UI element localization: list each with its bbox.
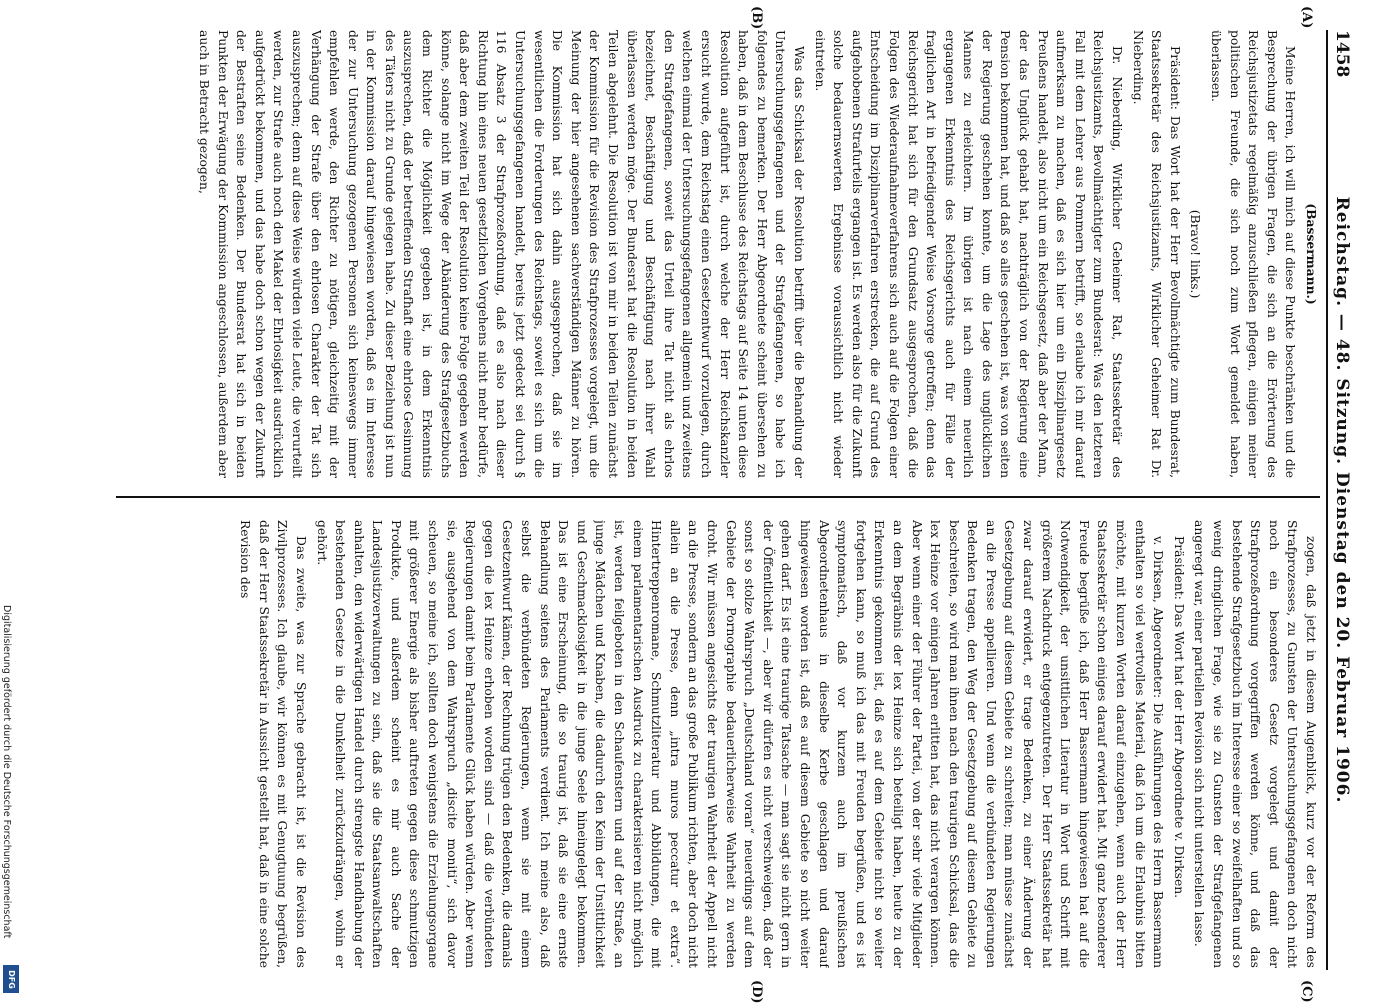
dfg-logo	[3, 965, 19, 993]
paragraph: zogen, daß jetzt in diesem Augenblick, kurz vor der Reform des Strafprozesses, zu Gunsten der Untersuchungsgefangenen doch nicht noch ein besonderes Gesetz vorgelegt und damit der Strafprozeßordnung vorgegriffen werden könne, und daß das bestehende Strafgesetzbuch im Interesse einer so zweifelhaften und so wenig dringlichen Frage, wie sie zu Gunsten der Strafgefangenen angeregt war, einer partiellen Revision sich nicht unterstellen lasse.	[1192, 520, 1318, 968]
left-column	[114, 30, 1320, 478]
margin-mark-b: (B)	[749, 6, 764, 30]
dfg-logo-text: DFG	[6, 969, 16, 989]
page-header	[1326, 30, 1356, 970]
right-column	[114, 520, 1320, 968]
margin-mark-d: (D)	[749, 980, 764, 1004]
column-divider	[116, 496, 1320, 498]
applause-note: (Bravo! links.)	[1188, 209, 1203, 299]
paragraph: Präsident: Das Wort hat der Herr Bevollmächtigte zum Bundesrat, Staatssekretär des Reichsjustizamts, Wirklicher Geheimer Rat Dr. Nieberding.	[1130, 30, 1182, 478]
paragraph: Präsident: Das Wort hat der Herr Abgeordnete v. Dirksen.	[1171, 536, 1186, 899]
speaker-tag: (Bassermann.)	[1304, 203, 1319, 305]
funding-credit	[2, 605, 22, 995]
page-title: Reichstag. — 48. Sitzung. Dienstag den 20. Februar 1906.	[1332, 196, 1352, 804]
funding-credit-text: Digitalisierung gefördert durch die Deutsche Forschungsgemeinschaft	[1, 605, 12, 939]
paragraph: Das zweite, was zur Sprache gebracht ist, ist die Revision des Zivilprozesses. Ich glaube, wir können es mit Genugtuung begrüßen, daß der Herr Staatssekretär in Aussicht gestellt hat, daß in eine solche Revision des	[238, 520, 308, 968]
margin-mark-c: (C)	[1299, 980, 1314, 1003]
page-number: 1458	[1332, 30, 1352, 78]
paragraph: v. Dirksen, Abgeordneter: Die Ausführungen des Herrn Bassermann enthalten so viel wertvolles Material, daß ich um die Erlaubnis bitten möchte, mit kurzen Worten darauf einzugehen, wenn auch der Herr Staatssekretär schon einiges darauf erwidert hat. Mit ganz besonderer Freude begrüße ich, daß Herr Bassermann hingewiesen hat auf die Notwendigkeit, der unsittlichen Literatur in Wort und Schrift mit größerem Nachdruck entgegenzutreten. Der Herr Staatssekretär hat zwar darauf erwidert, er trage Bedenken, zu einer Änderung der Gesetzgebung auf diesem Gebiete zu schreiten; man müsse zunächst an die Presse appellieren. Und wenn die verbündeten Regierungen Bedenken tragen, den Weg der Gesetzgebung auf diesem Gebiete zu beschreiten, so wird man ihnen nach den traurigen Schicksal, das die lex Heinze vor einigen Jahren erlitten hat, das nicht verargen können. Aber wenn einer der Führer der Partei, von der sehr viele Mitglieder an dem Begräbnis der lex Heinze sich beteiligt haben, heute zu der Erkenntnis gekommen ist, daß es auf dem Gebiete nicht so weiter fortgehen kann, so muß ich das mit Freuden begrüßen, und es ist symptomatisch, daß vor kurzem auch im preußischen Abgeordnetenhaus in dieselbe Kerbe geschlagen und darauf hingewiesen worden ist, daß es auf diesem Gebiete so nicht weiter gehen darf. Es ist eine traurige Tatsache — man sagt sie nicht gern in der Öffentlichkeit —, aber wir dürfen es nicht verschweigen, daß der sonst so stolze Wahrspruch „Deutschland voran“ neuerdings auf dem Gebiete der Pornographie bedauerlicherweise Wahrheit zu werden droht. Wir müssen angesichts der traurigen Wahrheit der Appell nicht an die Presse, sondern an das große Publikum richten, aber doch nicht allein an die Presse, denn „intra muros peccatur et extra“. Hintertreppenromane, Schmutzliteratur und Abbildungen, die mit einem parlamentarischen Ausdruck zu charakterisieren nicht möglich ist, werden feilgeboten in den Schaufenstern und auf der Straße, an junge Mädchen und Knaben, die dadurch den Keim der Unsittlichkeit und Geschmacklosigkeit in die junge Seele hineingelegt bekommen. Das ist eine Erscheinung, die so traurig ist, daß sie eine ernste Behandlung seitens des Parlaments verdient. Ich meine also, daß selbst die verbündeten Regierungen, wenn sie mit einem Gesetzentwurf kämen, der Rechnung trügen den Bedenken, die damals gegen die lex Heinze erhoben worden sind — daß die verbündeten Regierungen damit beim Parlamente Glück haben würden. Aber wenn sie, ausgehend von dem Wahrspruch „discite moniti“, sich davor scheuen, so meine ich, sollten doch wenigstens die Erziehungsorgane mit größerer Energie als bisher auftreten gegen diese schmutzigen Produkte, und außerdem scheint es mir auch Sache der Landesjustizverwaltungen zu sein, daß sie die Staatsanwaltschaften anhalten, den widerwärtigen Handel durch strengste Handhabung der bestehenden Gesetze in die Dunkelheit zurückzudrängen, wohin er gehört.	[314, 520, 1166, 968]
document-page	[104, 0, 1364, 1004]
paragraph: Was das Schicksal der Resolution betrifft über die Behandlung der Untersuchungsgefangenen und der Strafgefangenen, so habe ich folgendes zu bemerken. Der Herr Abgeordnete scheint übersehen zu haben, daß in dem Beschlusse des Reichstags auf Seite 14 unten diese Resolution aufgeführt ist, durch welche der Herr Reichskanzler ersucht wurde, dem Reichstag einen Gesetzentwurf vorzulegen, durch welchen einmal der Untersuchungsgefangenen allgemein und zweitens den Strafgefangenen, soweit das Urteil ihre Tat nicht als ehrlos bezeichnet, Beschäftigung und Beschäftigung nach ihrer Wahl überlassen werden möge. Der Bundesrat hat die Resolution in beiden Teilen abgelehnt. Die Resolution ist von mir in beiden Teilen zunächst der Kommission für die Revision des Strafprozesses vorgelegt, um die Meinung der hier angesehenen sachverständigen Männer zu hören. Die Kommission hat sich dahin ausgesprochen, daß sie im wesentlichen die Forderungen des Reichstags, soweit es sich um die Untersuchungsgefangenen handelt, bereits jetzt gedeckt sei durch § 116 Absatz 3 der Strafprozeßordnung, daß es also nach dieser Richtung hin eines neuen gesetzlichen Vorgehens nicht mehr bedürfe, daß aber dem zweiten Teil der Resolution keine Folge gegeben werden könne, solange nicht im Wege der Abänderung des Strafgesetzbuchs dem Richter die Möglichkeit gegeben ist, in dem Erkenntnis auszusprechen, daß der betreffenden Strafhaft eine ehrlose Gesinnung des Täters nicht zu Grunde gelegen habe. Zu dieser Beziehung ist nun in der Kommission darauf hingewiesen worden, daß es im Interesse der zur Untersuchung gezogenen Personen sich keineswegs immer empfehlen werde, den Richter zu nötigen, gleichzeitig mit der Verhängung der Strafe über den ehrlosen Charakter der Tat sich auszusprechen; denn auf diese Weise würden viele Leute, die verurteilt werden, zur Strafe auch noch den Makel der Ehrlosigkeit ausdrücklich aufgedrückt bekommen, und das habe doch schon wegen der Zukunft der Bestraften seine Bedenken. Der Bundesrat hat sich in beiden Punkten der Erwägung der Kommission angeschlossen, außerdem aber auch in Betracht gezogen,	[196, 30, 806, 478]
paragraph: Meine Herren, ich will mich auf diese Punkte beschränken und die Besprechung der übrigen Fragen, die sich an die Erörterung des Reichsjustizetats regelmäßig anzuschließen pflegen, einigen meiner politischen Freunde, die sich noch zum Wort gemeldet haben, überlassen.	[1209, 30, 1298, 478]
paragraph: Dr. Nieberding, Wirklicher Geheimer Rat, Staatssekretär des Reichsjustizamts, Bevollmächtigter zum Bundesrat: Was den letzteren Fall mit dem Lehrer aus Pommern betrifft, so erlaube ich mir darauf aufmerksam zu machen, daß es sich hier um ein Disziplinargesetz Preußens handelt, also nicht um ein Reichsgesetz, daß aber der Mann, der das Unglück gehabt hat, nachträglich von der Regierung eine Pension bekommen hat, und daß so alles geschehen ist, was von seiten der Regierung geschehen konnte, um die Lage des unglücklichen Mannes zu erleichtern. Im übrigen ist nach einem neuerlich ergangenen Erkenntnis des Reichsgerichts auch für Fälle der fraglichen Art in befriedigender Weise Vorsorge getroffen; denn das Reichsgericht hat sich für den Grundsatz ausgesprochen, daß die Folgen des Wiederaufnahmeverfahrens sich auch auf die Folgen einer Entscheidung im Disziplinarverfahren erstrecken, die auf Grund des aufgehobenen Strafurteils ergangen ist. Es werden also für die Zukunft solche bedauernswerten Ergebnisse voraussichtlich nicht wieder eintreten.	[812, 30, 1125, 478]
margin-mark-a: (A)	[1299, 6, 1314, 29]
